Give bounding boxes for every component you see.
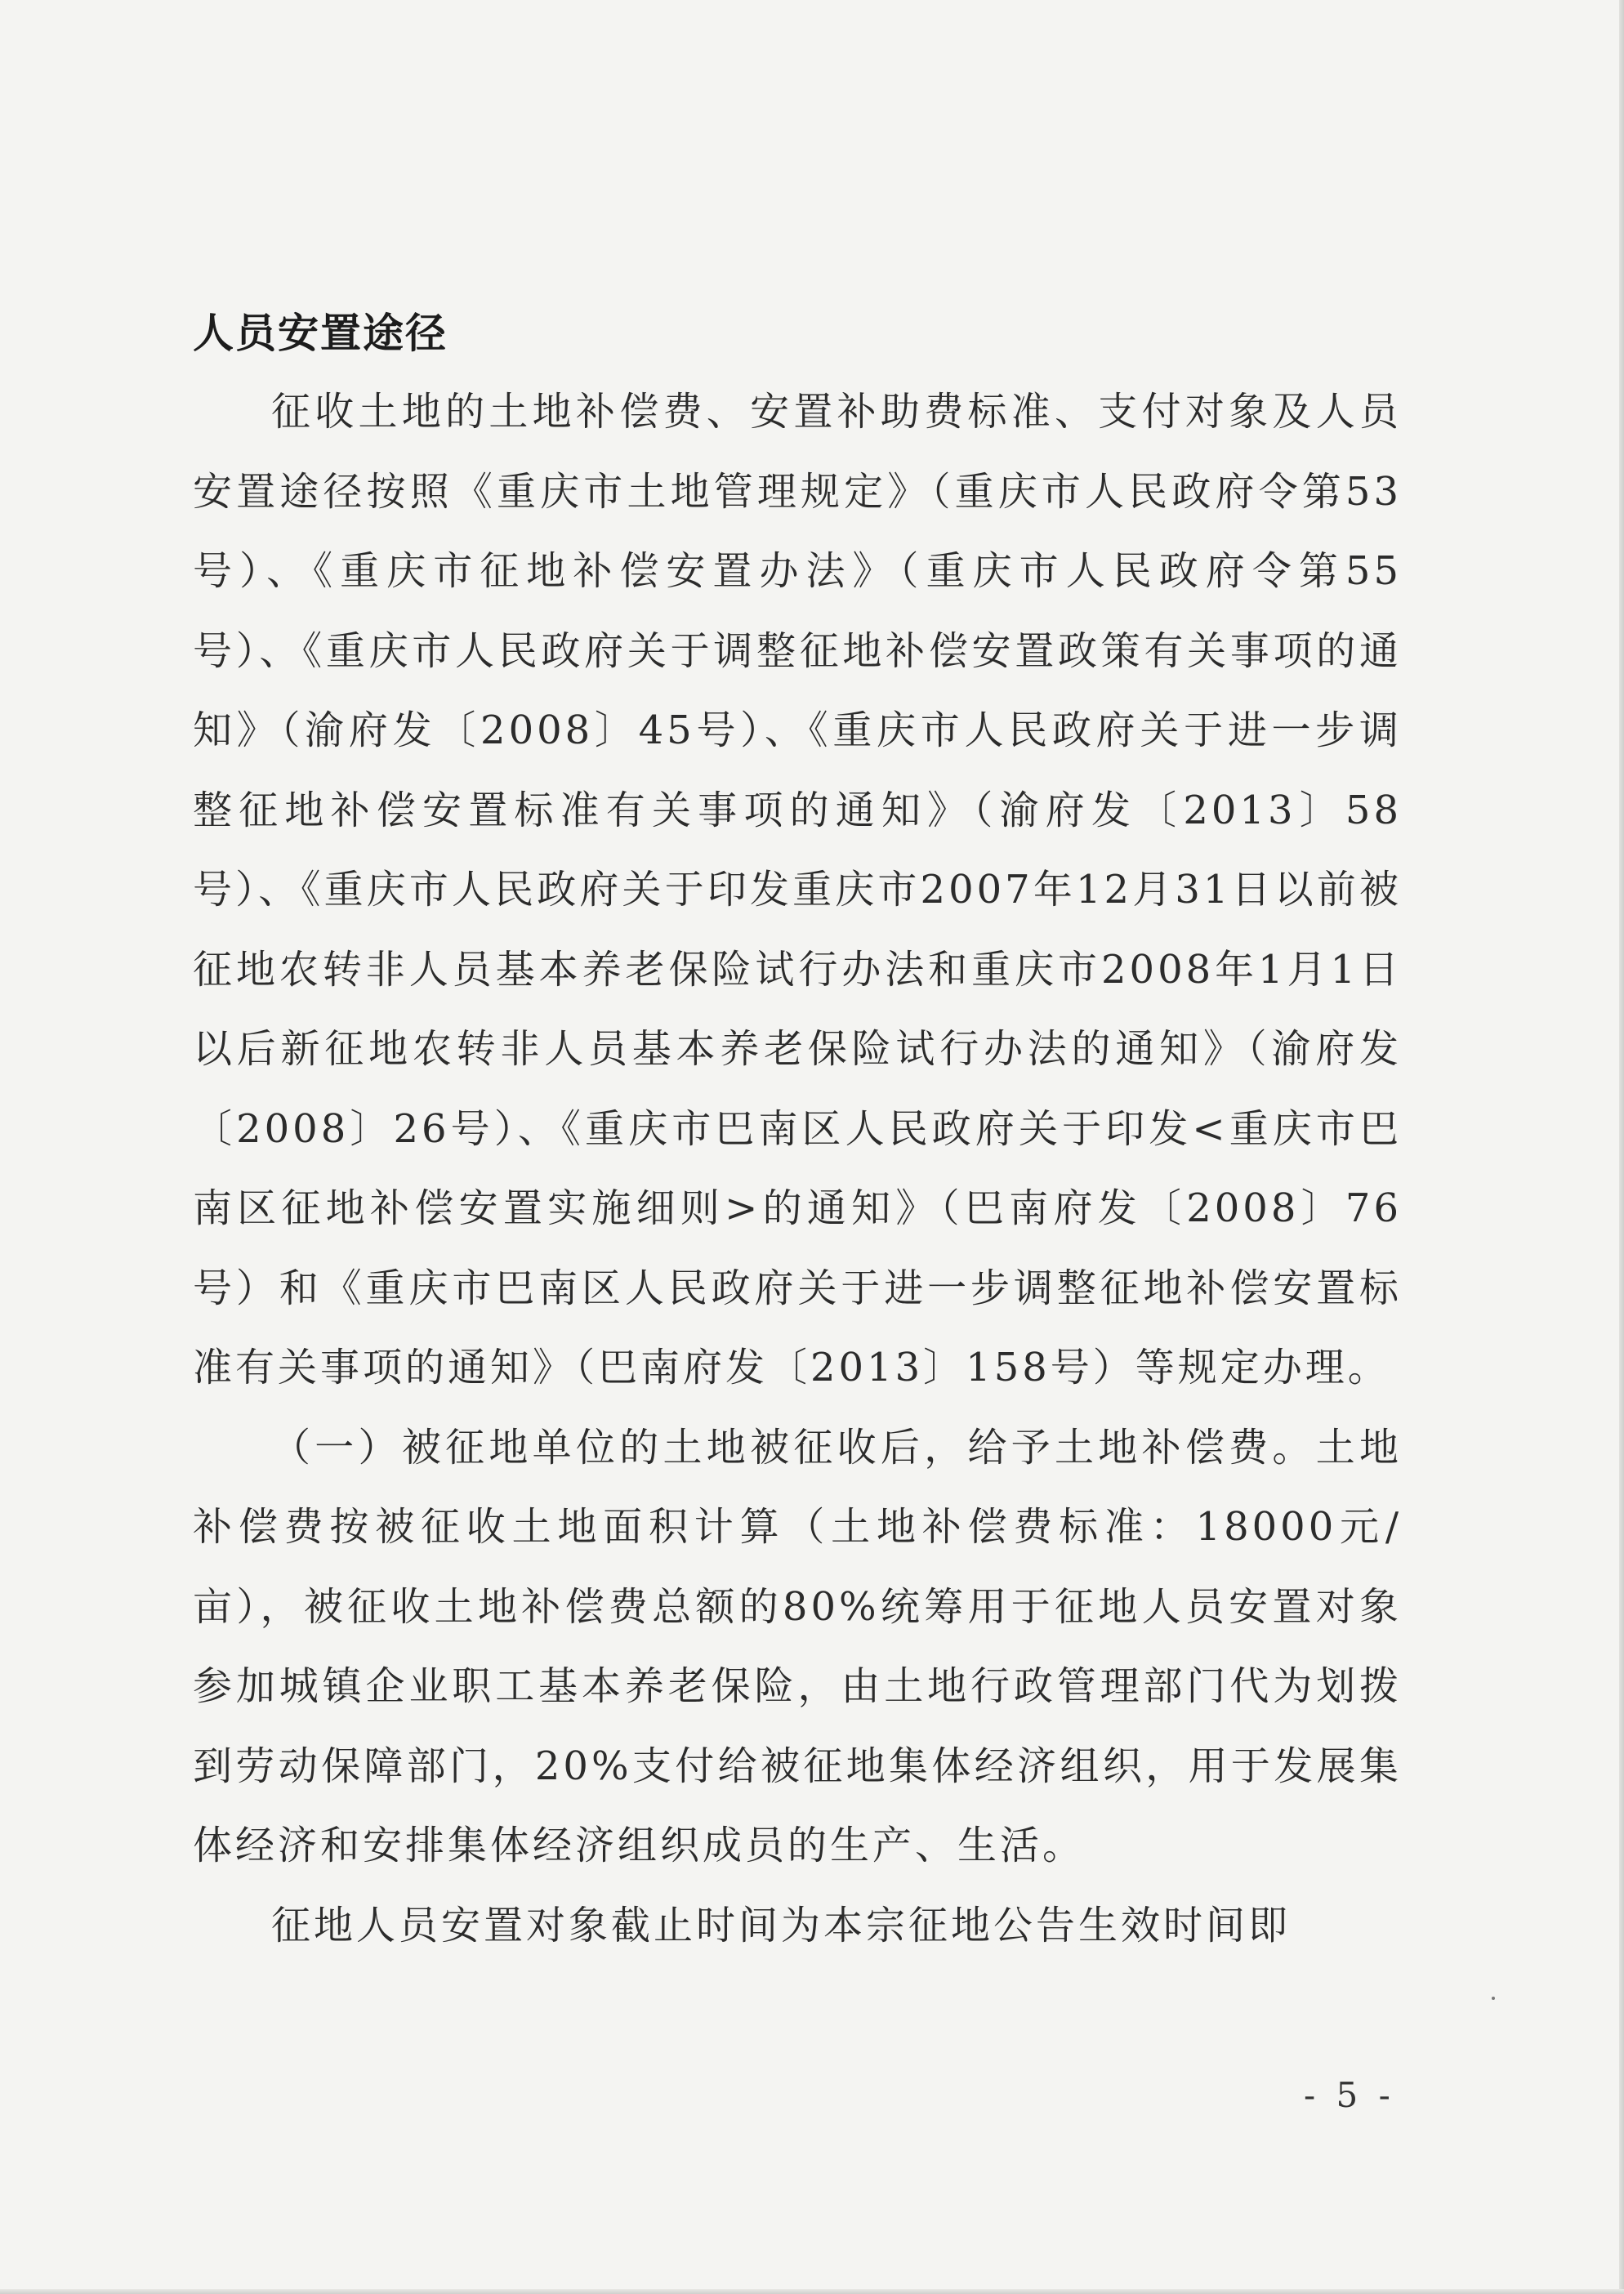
document-body: [193, 294, 1402, 1966]
paragraph-compensation-basis: 征收土地的土地补偿费、安置补助费标准、支付对象及人员安置途径按照《重庆市土地管理规定》（重庆市人民政府令第53号）、《重庆市征地补偿安置办法》（重庆市人民政府令第55号）、《重庆市人民政府关于调整征地补偿安置政策有关事项的通知》（渝府发〔2008〕45号）、《重庆市人民政府关于进一步调整征地补偿安置标准有关事项的通知》（渝府发〔2013〕58号）、《重庆市人民政府关于印发重庆市2007年12月31日以前被征地农转非人员基本养老保险试行办法和重庆市2008年1月1日以后新征地农转非人员基本养老保险试行办法的通知》（渝府发〔2008〕26号）、《重庆市巴南区人民政府关于印发<重庆市巴南区征地补偿安置实施细则>的通知》（巴南府发〔2008〕76号）和《重庆市巴南区人民政府关于进一步调整征地补偿安置标准有关事项的通知》（巴南府发〔2013〕158号）等规定办理。: [193, 389, 1402, 1390]
paragraph-resettlement-deadline: 征地人员安置对象截止时间为本宗征地公告生效时间即: [271, 1902, 1292, 1948]
section-heading: 人员安置途径: [193, 310, 448, 357]
page-number: - 5 -: [1304, 2075, 1395, 2115]
paragraph-land-compensation: （一）被征地单位的土地被征收后，给予土地补偿费。土地补偿费按被征收土地面积计算（土地补偿费标准：18000元/亩），被征收土地补偿费总额的80%统筹用于征地人员安置对象参加城镇企业职工基本养老保险，由土地行政管理部门代为划拨到劳动保障部门，20%支付给被征地集体经济组织，用于发展集体经济和安排集体经济组织成员的生产、生活。: [193, 1424, 1402, 1868]
page-edge-right: [1619, 0, 1624, 2294]
scan-speck: [1492, 1997, 1495, 2000]
page-edge-bottom: [0, 2289, 1624, 2294]
